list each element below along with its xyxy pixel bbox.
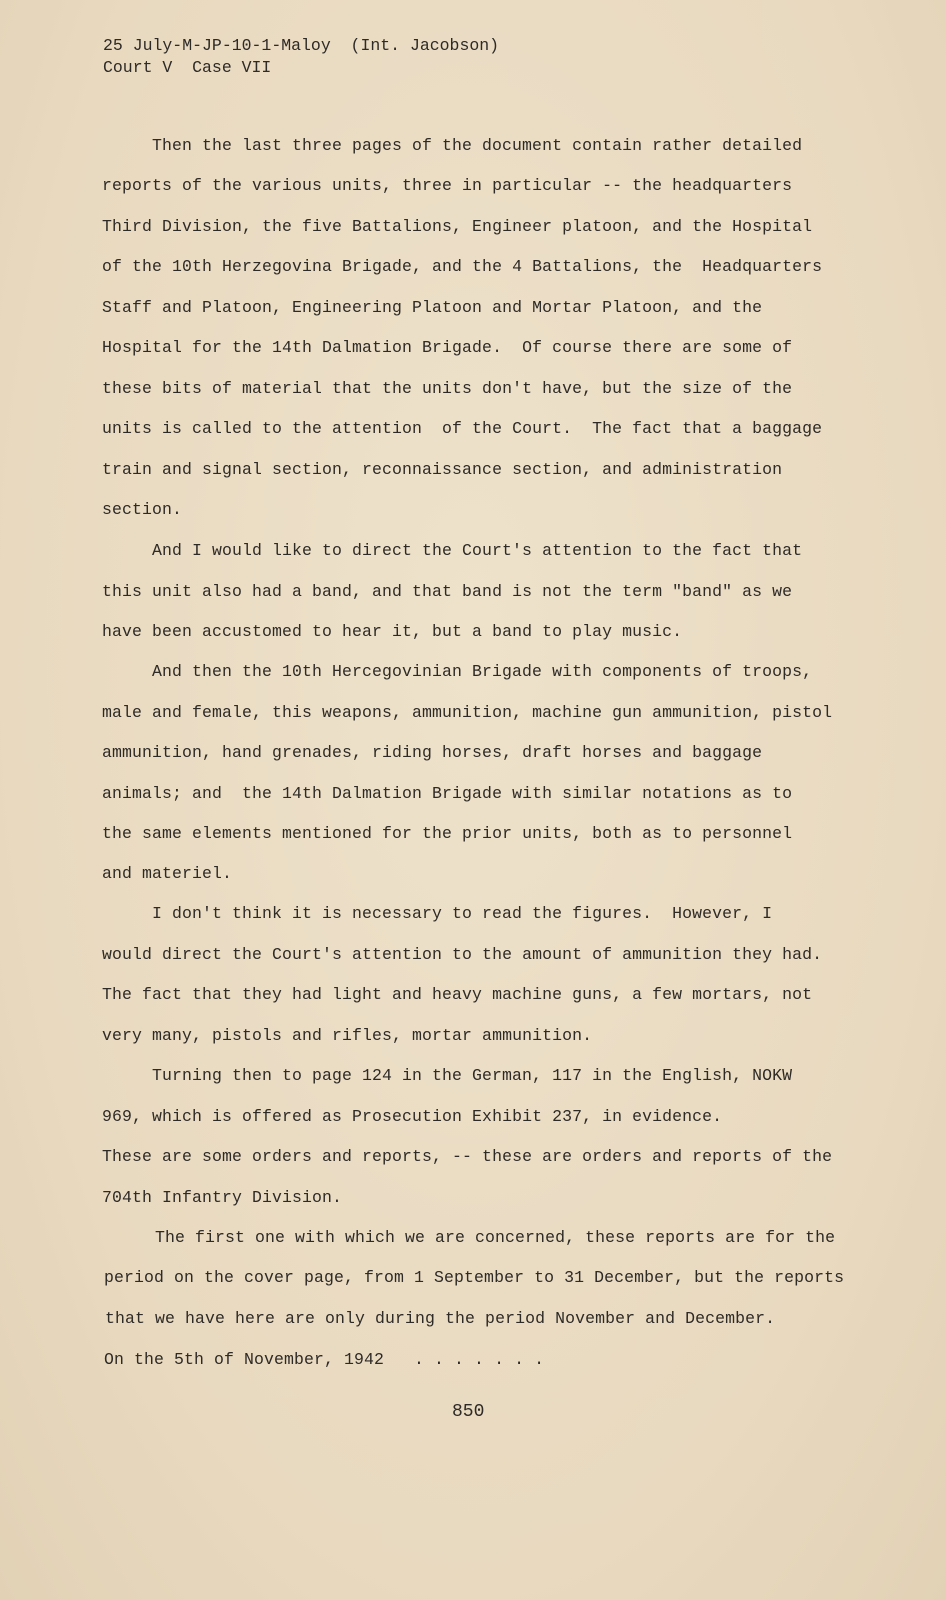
text-line: and materiel.: [102, 864, 233, 883]
text-line: Turning then to page 124 in the German, 117 in the English, NOKW: [152, 1066, 793, 1085]
text-line: of the 10th Herzegovina Brigade, and the 4 Battalions, the Headquarters: [102, 257, 823, 276]
header-reference: 25 July-M-JP-10-1-Maloy (Int. Jacobson): [103, 36, 500, 55]
text-line: 969, which is offered as Prosecution Exhibit 237, in evidence.: [102, 1107, 723, 1126]
text-line: And I would like to direct the Court's attention to the fact that: [152, 541, 803, 560]
text-line: Third Division, the five Battalions, Engineer platoon, and the Hospital: [102, 217, 813, 236]
header-court-case: Court V Case VII: [103, 58, 272, 77]
text-line: this unit also had a band, and that band is not the term "band" as we: [102, 582, 793, 601]
text-line: I don't think it is necessary to read the figures. However, I: [152, 904, 773, 923]
page-number: 850: [452, 1402, 485, 1422]
text-line: have been accustomed to hear it, but a band to play music.: [102, 622, 683, 641]
text-line: period on the cover page, from 1 September to 31 December, but the reports: [104, 1268, 845, 1287]
text-line: The first one with which we are concerned, these reports are for the: [155, 1228, 836, 1247]
text-line: Staff and Platoon, Engineering Platoon and Mortar Platoon, and the: [102, 298, 763, 317]
text-line: Hospital for the 14th Dalmation Brigade. Of course there are some of: [102, 338, 793, 357]
text-line: On the 5th of November, 1942 . . . . . . .: [104, 1350, 545, 1369]
text-line: that we have here are only during the period November and December.: [105, 1309, 776, 1328]
text-line: the same elements mentioned for the prior units, both as to personnel: [102, 824, 793, 843]
text-line: reports of the various units, three in particular -- the headquarters: [102, 176, 793, 195]
text-line: would direct the Court's attention to the amount of ammunition they had.: [102, 945, 823, 964]
text-line: And then the 10th Hercegovinian Brigade with components of troops,: [152, 662, 813, 681]
text-line: very many, pistols and rifles, mortar ammunition.: [102, 1026, 593, 1045]
text-line: Then the last three pages of the document contain rather detailed: [152, 136, 803, 155]
text-line: ammunition, hand grenades, riding horses, draft horses and baggage: [102, 743, 763, 762]
text-line: these bits of material that the units don't have, but the size of the: [102, 379, 793, 398]
text-line: These are some orders and reports, -- these are orders and reports of the: [102, 1147, 833, 1166]
text-line: 704th Infantry Division.: [102, 1188, 343, 1207]
text-line: units is called to the attention of the Court. The fact that a baggage: [102, 419, 823, 438]
text-line: The fact that they had light and heavy machine guns, a few mortars, not: [102, 985, 813, 1004]
text-line: train and signal section, reconnaissance section, and administration: [102, 460, 783, 479]
text-line: male and female, this weapons, ammunition, machine gun ammunition, pistol: [102, 703, 833, 722]
text-line: animals; and the 14th Dalmation Brigade with similar notations as to: [102, 784, 793, 803]
text-line: section.: [102, 500, 183, 519]
